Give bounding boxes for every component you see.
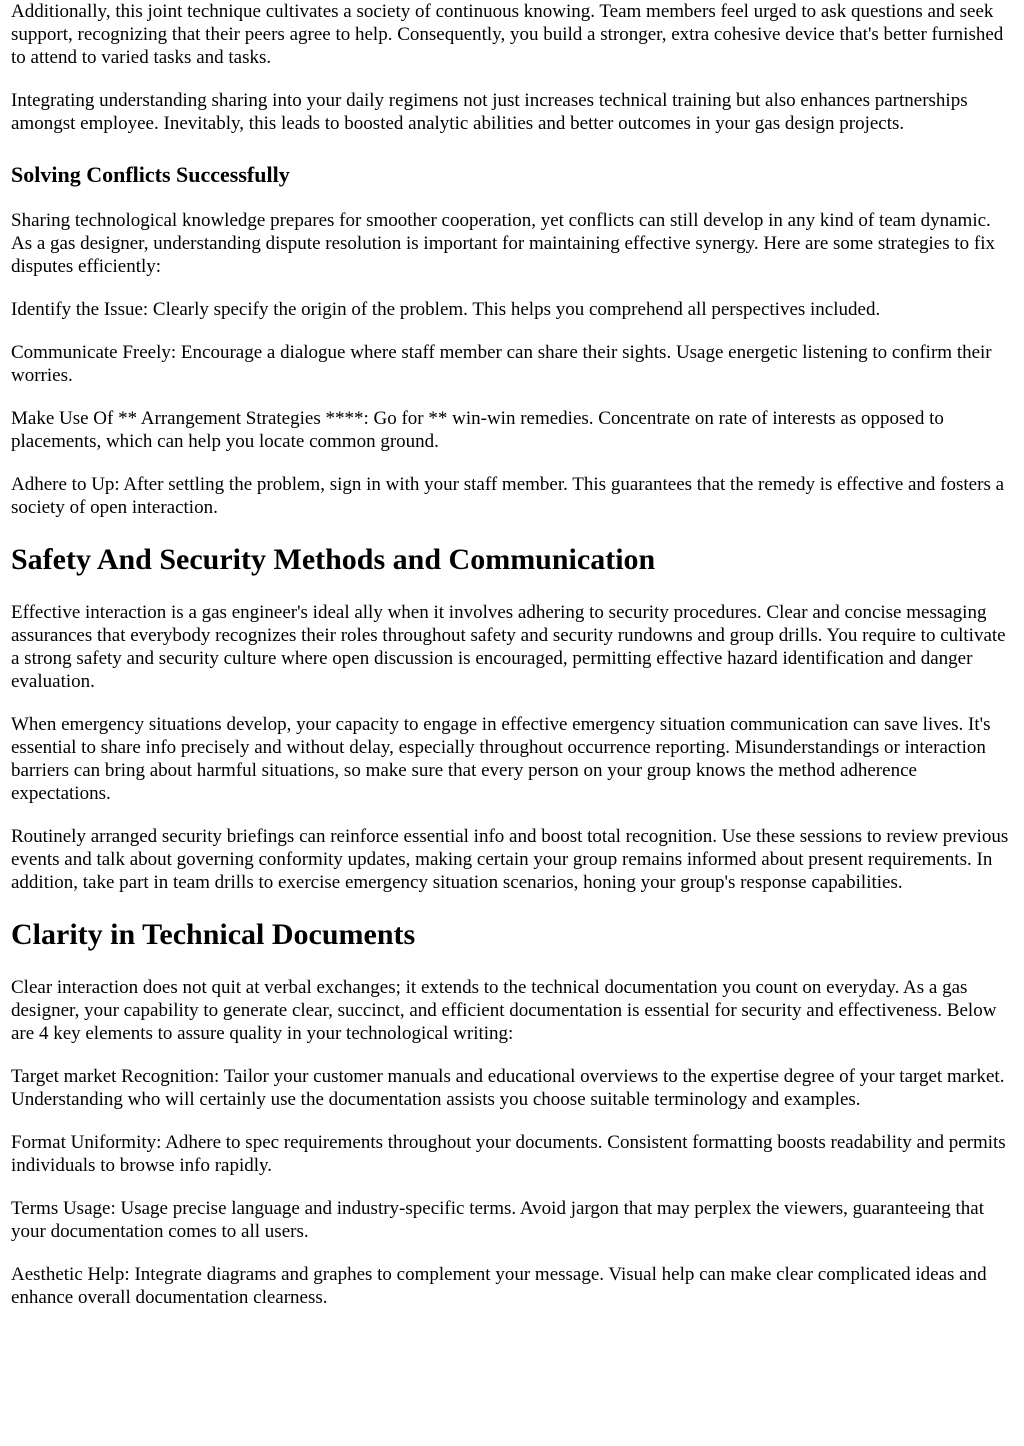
heading-safety-methods: Safety And Security Methods and Communication — [11, 543, 656, 576]
safety-paragraph-1: Effective interaction is a gas engineer's ideal ally when it involves adhering to security procedures. Clear and concise messaging assurances that everybody recognizes their roles throughout safety and security rundowns and group drills. You require to cultivate a strong safety and security culture where open discussion is encouraged, permitting effective hazard identification and danger evaluation. — [11, 602, 1006, 692]
heading-clarity-technical-documents: Clarity in Technical Documents — [11, 918, 416, 951]
clarity-paragraph-4: Terms Usage: Usage precise language and industry-specific terms. Avoid jargon that may perplex the viewers, guaranteeing that your documentation comes to all users. — [11, 1198, 984, 1242]
conflicts-paragraph-3: Communicate Freely: Encourage a dialogue where staff member can share their sights. Usage energetic listening to confirm their worries. — [11, 342, 992, 386]
clarity-paragraph-2: Target market Recognition: Tailor your customer manuals and educational overviews to the expertise degree of your target market. Understanding who will certainly use the documentation assists you choose suitable terminology and examples. — [11, 1066, 1005, 1110]
safety-paragraph-2: When emergency situations develop, your capacity to engage in effective emergency situation communication can save lives. It's essential to share info precisely and without delay, especially throughout occurrence reporting. Misunderstandings or interaction barriers can bring about harmful situations, so make sure that every person on your group knows the method adherence expectations. — [11, 714, 991, 804]
conflicts-paragraph-5: Adhere to Up: After settling the problem, sign in with your staff member. This guarantees that the remedy is effective and fosters a society of open interaction. — [11, 474, 1005, 518]
conflicts-paragraph-1: Sharing technological knowledge prepares for smoother cooperation, yet conflicts can still develop in any kind of team dynamic. As a gas designer, understanding dispute resolution is important for maintaining effective synergy. Here are some strategies to fix disputes efficiently: — [11, 210, 995, 277]
conflicts-paragraph-4: Make Use Of ** Arrangement Strategies ****: Go for ** win-win remedies. Concentrate on rate of interests as opposed to placements, which can help you locate common ground. — [11, 408, 944, 452]
clarity-paragraph-1: Clear interaction does not quit at verbal exchanges; it extends to the technical documentation you count on everyday. As a gas designer, your capability to generate clear, succinct, and efficient documentation is essential for security and effectiveness. Below are 4 key elements to assure quality in your technological writing: — [11, 977, 997, 1044]
intro-paragraph-1: Additionally, this joint technique cultivates a society of continuous knowing. Team members feel urged to ask questions and seek support, recognizing that their peers agree to help. Consequently, you build a stronger, extra cohesive device that's better furnished to attend to varied tasks and tasks. — [11, 1, 1004, 68]
intro-paragraph-2: Integrating understanding sharing into your daily regimens not just increases technical training but also enhances partnerships amongst employee. Inevitably, this leads to boosted analytic abilities and better outcomes in your gas design projects. — [11, 90, 968, 134]
conflicts-paragraph-2: Identify the Issue: Clearly specify the origin of the problem. This helps you comprehend all perspectives included. — [11, 299, 881, 320]
heading-solving-conflicts: Solving Conflicts Successfully — [11, 162, 290, 187]
clarity-paragraph-5: Aesthetic Help: Integrate diagrams and graphes to complement your message. Visual help can make clear complicated ideas and enhance overall documentation clearness. — [11, 1264, 987, 1308]
safety-paragraph-3: Routinely arranged security briefings can reinforce essential info and boost total recognition. Use these sessions to review previous events and talk about governing conformity updates, making certain your group remains informed about present requirements. In addition, take part in team drills to exercise emergency situation scenarios, honing your group's response capabilities. — [11, 826, 1009, 893]
clarity-paragraph-3: Format Uniformity: Adhere to spec requirements throughout your documents. Consistent formatting boosts readability and permits individuals to browse info rapidly. — [11, 1132, 1006, 1176]
